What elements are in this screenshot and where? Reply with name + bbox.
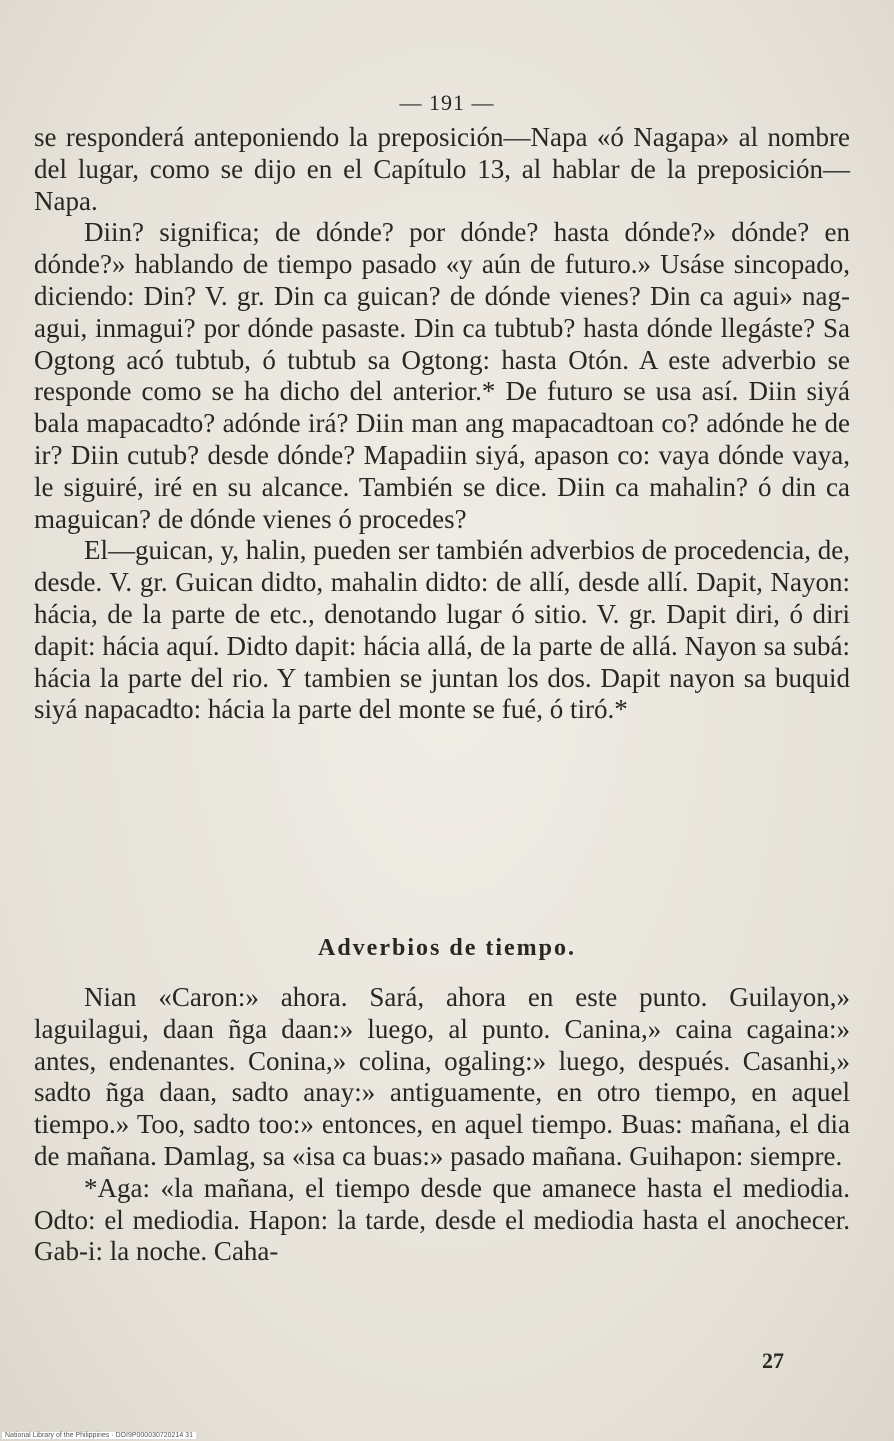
paragraph: Diin? significa; de dónde? por dónde? hasta dónde?» dónde? en dónde?» hablando de tiempo pasado «y aún de futuro.» Usáse sincopado, diciendo: Din? V. gr. Din ca guican? de dónde vienes? Din ca agui» nag-agui, inmagui? por dónde pasaste. Din ca tubtub? hasta dónde llegáste? Sa Ogtong acó tubtub, ó tubtub sa Ogtong: hasta Otón. A este adverbio se responde como se ha dicho del anterior.* De futuro se usa así. Diin siyá bala mapacadto? adónde irá? Diin man ang mapacadtoan co? adónde he de ir? Diin cutub? desde dónde? Mapadiin siyá, apason co: vaya dónde vaya, le siguiré, iré en su alcance. También se dice. Diin ca mahalin? ó din ca maguican? de dónde vienes ó procedes? <box>34 217 850 534</box>
paragraph: *Aga: «la mañana, el tiempo desde que amanece hasta el mediodia. Odto: el mediodia. Hapon: la tarde, desde el mediodia hasta el anochecer. Gab-i: la noche. Caha- <box>34 1172 850 1267</box>
signature-mark: 27 <box>762 1348 784 1373</box>
text-block-bottom <box>34 982 850 1268</box>
page-number: — 191 — <box>399 90 495 115</box>
paragraph: Nian «Caron:» ahora. Sará, ahora en este punto. Guilayon,» laguilagui, daan ñga daan:» luego, al punto. Canina,» caina cagaina:» antes, endenantes. Conina,» colina, ogaling:» luego, después. Casanhi,» sadto ñga daan, sadto anay:» antiguamente, en otro tiempo, en aquel tiempo.» Too, sadto too:» entonces, en aquel tiempo. Buas: mañana, el dia de mañana. Damlag, sa «isa ca buas:» pasado mañana. Guihapon: siempre. <box>34 982 850 1171</box>
text-block-top <box>34 122 850 726</box>
paragraph: se responderá anteponiendo la preposición—Napa «ó Nagapa» al nombre del lugar, como se dijo en el Capítulo 13, al hablar de la preposición—Napa. <box>34 122 850 216</box>
section-heading: Adverbios de tiempo. <box>318 935 576 961</box>
footer-credit: National Library of the Philippines · DOI9P000030720214 31 <box>2 1432 196 1439</box>
paragraph: El—guican, y, halin, pueden ser también adverbios de procedencia, de, desde. V. gr. Guican didto, mahalin didto: de allí, desde allí. Dapit, Nayon: hácia, de la parte de etc., denotando lugar ó sitio. V. gr. Dapit diri, ó diri dapit: hácia aquí. Didto dapit: hácia allá, de la parte de allá. Nayon sa subá: hácia la parte del rio. Y tambien se juntan los dos. Dapit nayon sa buquid siyá napacadto: hácia la parte del monte se fué, ó tiró.* <box>34 535 850 725</box>
